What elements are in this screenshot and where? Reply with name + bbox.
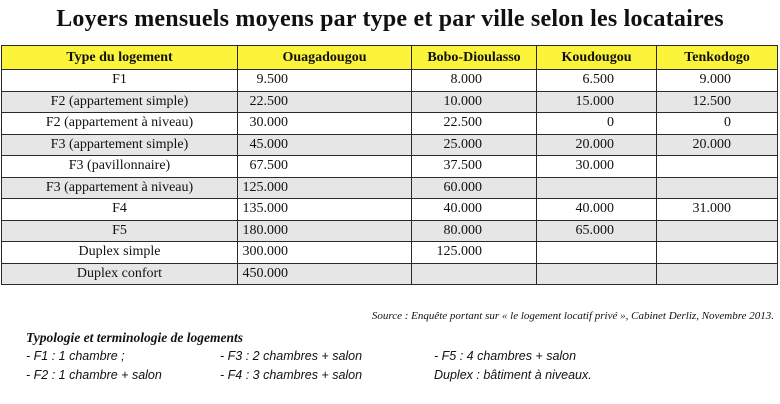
typology-title: Typologie et terminologie de logements [26,330,243,345]
cell-ouagadougou: 300.000 [238,242,412,264]
cell-type: F4 [2,199,238,221]
legend-item-f1: - F1 : 1 chambre ; [26,349,125,363]
cell-type: F3 (pavillonnaire) [2,156,238,178]
legend-item-duplex: Duplex : bâtiment à niveaux. [434,368,592,382]
cell-type: Duplex simple [2,242,238,264]
legend-item-f5: - F5 : 4 chambres + salon [434,349,577,363]
cell-koudougou: 6.500 [537,70,657,92]
cell-tenkodogo [657,220,778,242]
cell-bobo-dioulasso: 8.000 [412,70,537,92]
cell-bobo-dioulasso: 10.000 [412,91,537,113]
cell-tenkodogo: 0 [657,113,778,135]
cell-bobo-dioulasso: 40.000 [412,199,537,221]
column-header-tenkodogo: Tenkodogo [657,46,778,70]
typology-legend [0,349,780,389]
cell-koudougou: 15.000 [537,91,657,113]
rent-table [1,45,778,285]
cell-bobo-dioulasso: 125.000 [412,242,537,264]
table-row [2,177,778,199]
cell-tenkodogo: 20.000 [657,134,778,156]
cell-bobo-dioulasso: 22.500 [412,113,537,135]
cell-tenkodogo [657,263,778,285]
cell-ouagadougou: 30.000 [238,113,412,135]
cell-ouagadougou: 22.500 [238,91,412,113]
cell-type: F2 (appartement à niveau) [2,113,238,135]
table-row [2,220,778,242]
page-title: Loyers mensuels moyens par type et par ville selon les locataires [56,6,724,32]
cell-type: F5 [2,220,238,242]
cell-bobo-dioulasso: 25.000 [412,134,537,156]
cell-koudougou: 0 [537,113,657,135]
cell-tenkodogo [657,156,778,178]
cell-type: F3 (appartement simple) [2,134,238,156]
table-row [2,263,778,285]
cell-koudougou [537,263,657,285]
table-header-row [2,46,778,70]
cell-koudougou [537,242,657,264]
table-row [2,70,778,92]
cell-bobo-dioulasso [412,263,537,285]
cell-ouagadougou: 180.000 [238,220,412,242]
legend-item-f4: - F4 : 3 chambres + salon [220,368,363,382]
column-header-bobo-dioulasso: Bobo-Dioulasso [412,46,537,70]
cell-ouagadougou: 67.500 [238,156,412,178]
column-header-koudougou: Koudougou [537,46,657,70]
cell-koudougou: 20.000 [537,134,657,156]
cell-koudougou: 40.000 [537,199,657,221]
cell-tenkodogo [657,242,778,264]
cell-ouagadougou: 125.000 [238,177,412,199]
cell-tenkodogo: 12.500 [657,91,778,113]
cell-koudougou [537,177,657,199]
legend-item-f2: - F2 : 1 chambre + salon [26,368,162,382]
table-row [2,134,778,156]
cell-ouagadougou: 45.000 [238,134,412,156]
cell-tenkodogo: 9.000 [657,70,778,92]
table-row [2,113,778,135]
table-row [2,242,778,264]
table-row [2,199,778,221]
column-header-ouagadougou: Ouagadougou [238,46,412,70]
table-row [2,91,778,113]
cell-ouagadougou: 9.500 [238,70,412,92]
cell-type: F3 (appartement à niveau) [2,177,238,199]
column-header-type: Type du logement [2,46,238,70]
cell-ouagadougou: 450.000 [238,263,412,285]
cell-type: F1 [2,70,238,92]
cell-ouagadougou: 135.000 [238,199,412,221]
cell-type: Duplex confort [2,263,238,285]
cell-bobo-dioulasso: 37.500 [412,156,537,178]
cell-koudougou: 65.000 [537,220,657,242]
cell-koudougou: 30.000 [537,156,657,178]
cell-bobo-dioulasso: 60.000 [412,177,537,199]
cell-type: F2 (appartement simple) [2,91,238,113]
cell-bobo-dioulasso: 80.000 [412,220,537,242]
table-row [2,156,778,178]
source-note: Source : Enquête portant sur « le logement locatif privé », Cabinet Derliz, Novembre 2013. [371,310,774,322]
cell-tenkodogo: 31.000 [657,199,778,221]
legend-item-f3: - F3 : 2 chambres + salon [220,349,363,363]
cell-tenkodogo [657,177,778,199]
